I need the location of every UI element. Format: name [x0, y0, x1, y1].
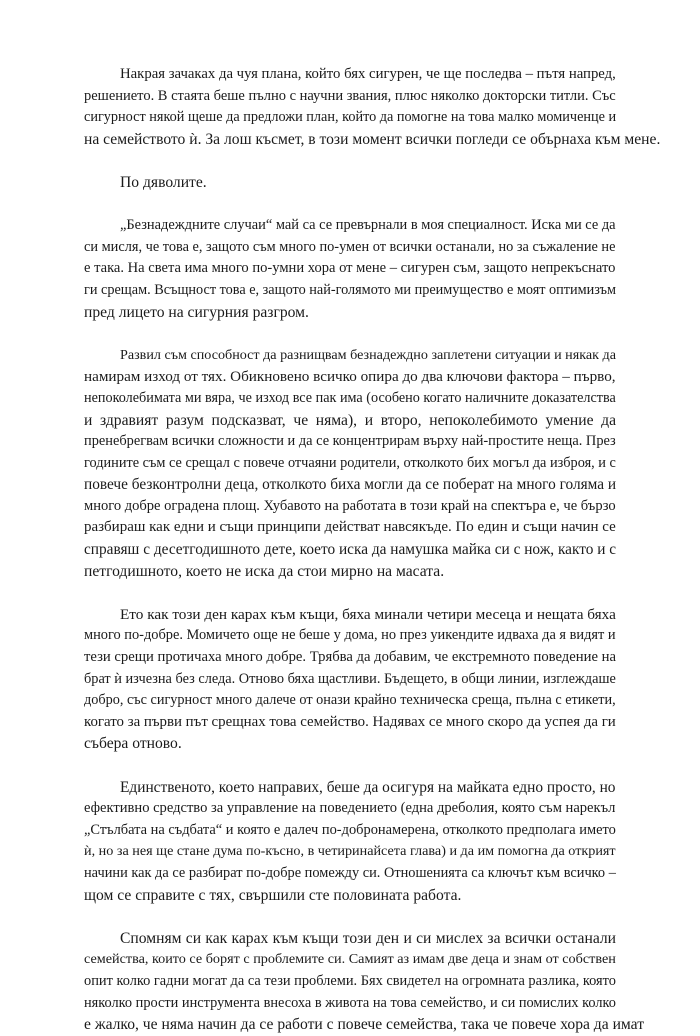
text-line: много по-добре. Момичето още не беше у дома, но през уикендите идваха да я видят и [84, 627, 616, 644]
text-line: „Стълбата на съдбата“ и която е далеч по-добронамерена, отколкото предполага името [84, 821, 616, 838]
text-line: разбираш как едни и същи принципи действат навсякъде. По един и същи начин се [84, 519, 616, 536]
text-line: повече безконтролни деца, отколкото биха могли да се поберат на много голяма и [84, 476, 617, 494]
text-line: опит колко гадни могат да са тези проблеми. Бях свидетел на огромната разлика, която [84, 972, 616, 989]
text-line: събера отново. [84, 735, 182, 753]
text-line: начини как да се разбират по-добре помежду си. Отношенията са ключът към всичко – [84, 864, 616, 881]
text-line: Ето как този ден карах към къщи, бяха минали четири месеца и нещата бяха [120, 605, 616, 623]
text-line: сигурност някой щеше да предложи план, който да помогне на това малко момиченце и [84, 109, 617, 126]
paragraph [84, 928, 645, 1036]
text-line: няколко прости инструмента внесоха в живота на това семейство, и си помислих колко [84, 994, 616, 1011]
text-line: решението. В стаята беше пълно с научни звания, плюс няколко докторски титли. Със [84, 87, 616, 104]
text-line: петгодишното, което не иска да стои мирно на масата. [84, 562, 445, 580]
text-line: Накрая зачаках да чуя плана, който бях сигурен, че ще последва – пътя напред, [120, 66, 616, 82]
paragraph [84, 777, 616, 907]
text-line: По дяволите. [120, 173, 207, 191]
text-line: тези срещи протичаха много добре. Трябва да добавим, че екстремното поведение на [84, 649, 616, 666]
text-line: „Безнадеждните случаи“ май са се превърнали в моя специалност. Иска ми се да [120, 217, 616, 234]
text-line: ѝ, но за нея ще стане дума по-късно, в четиринайсета глава) и да им помогна да открият [84, 843, 616, 860]
text-line: добро, със сигурност много далече от онази крайно техническа среща, пълна с етикети, [84, 692, 616, 709]
text-line: пред лицето на сигурния разгром. [84, 303, 309, 321]
text-line: годините съм се срещал с повече отчаяни родители, отколкото бих могъл да изброя, и с [84, 454, 616, 471]
text-line: Единственото, което направих, беше да осигуря на майката едно просто, но [120, 778, 616, 796]
text-line: на семейството ѝ. За лош късмет, в този момент всички погледи се обърнаха към мене. [84, 130, 661, 148]
text-line: е така. На света има много по-умни хора от мене – сигурен съм, защото непрекъснато [84, 260, 616, 277]
text-line: щом се справите с тях, свършили сте половината работа. [84, 886, 462, 904]
text-line: Спомням си как карах към къщи този ден и си мислех за всички останали [120, 929, 616, 947]
text-line: много добре оградена площ. Хубавото на работата в този край на спектъра е, че бързо [84, 497, 616, 514]
text-line: когато за първи път срещнах това семейство. Надявах се много скоро да успея да ги [84, 713, 616, 730]
text-line: семейства, които се борят с проблемите си. Самият аз имам две деца и знам от собствен [84, 951, 616, 968]
paragraph [84, 604, 616, 755]
text-line: и здравият разум подсказват, че няма), и второ, непоколебимото умение да [84, 411, 616, 429]
paragraph [84, 345, 616, 583]
body-text [84, 64, 661, 1036]
text-line: брат ѝ изчезна без следа. Отново бяха щастливи. Бъдещето, в общи линии, изглеждаше [84, 670, 616, 687]
text-line: си мисля, че това е, защото съм много по-умен от всички останали, но за съжаление не [84, 238, 616, 255]
text-line: Развил съм способност да разнищвам безнадеждно заплетени ситуации и някак да [120, 346, 616, 363]
paragraph [84, 172, 616, 194]
text-line: непоколебимата ми вяра, че изход все пак има (особено когато наличните доказателства [84, 389, 616, 406]
text-line: е жалко, че няма начин да се работи с повече семейства, така че повече хора да имат [84, 1016, 645, 1034]
paragraph [84, 215, 616, 323]
text-line: ги срещам. Всъщност това е, защото най-голямото ми преимущество е моят оптимизъм [84, 281, 617, 298]
text-line: намирам изход от тях. Обикновено всичко опира до два ключови фактора – първо, [84, 368, 616, 386]
text-line: справяш с десетгодишното дете, което иска да намушка майка си с нож, както и с [84, 541, 617, 559]
paragraph [84, 64, 661, 150]
text-line: ефективно средство за управление на поведението (една дреболия, която съм нарекъл [84, 800, 616, 817]
text-line: пренебрегвам всички сложности и да се концентрирам върху най-простите неща. През [84, 433, 616, 450]
